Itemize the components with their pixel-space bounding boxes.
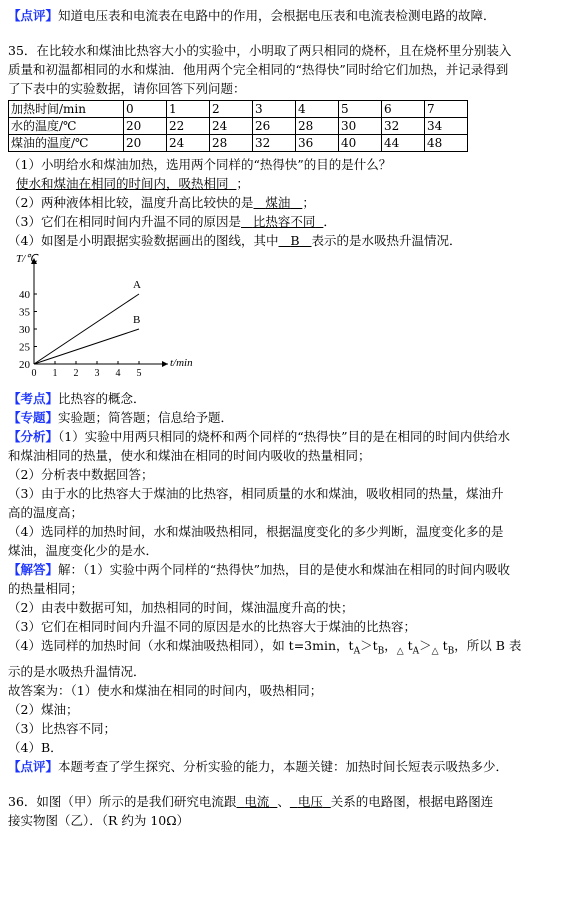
fenxi-line: 煤油，温度变化少的是水． [8, 543, 159, 558]
answer-blank: 电流 [244, 793, 270, 809]
tag-kaodian: 【考点】 [8, 391, 59, 406]
sub-question-text: ． [323, 214, 336, 229]
table-row [9, 101, 468, 118]
fenxi-line: （1）实验中用两只相同的烧杯和两个同样的“热得快”目的是在相同的时间内供给水 [58, 429, 511, 444]
x-axis-arrow [162, 361, 168, 367]
x-tick-label: 0 [31, 368, 37, 379]
table-cell: 20 [124, 135, 167, 152]
q35-stem-line: 了下表中的实验数据，请你回答下列问题： [8, 81, 246, 96]
table-cell: 28 [210, 135, 253, 152]
tag-dianping: 【点评】 [8, 758, 59, 774]
table-cell: 44 [382, 135, 425, 152]
x-tick-label: 4 [115, 368, 121, 379]
jieda-line-4: （4）选同样的加热时间（水和煤油吸热相同），如 t=3min，$t_A>t_B$，$_\triangle$ $t_A>_\triangle$ $t_B$，所以 B 表 [8, 638, 522, 657]
final-answer: （4）B． [8, 739, 63, 755]
y-tick-label: 35 [19, 306, 30, 319]
x-tick-label: 2 [73, 368, 79, 379]
question-36: 36．如图（甲）所示的是我们研究电流跟 电流 、 电压 关系的电路图，根据电路图连 接实物图（乙）．（R 约为 10Ω） [8, 792, 564, 830]
answer-blank: 使水和煤油在相同的时间内，吸热相同 [15, 176, 229, 191]
table-cell: 0 [124, 101, 167, 118]
analysis-section [8, 389, 564, 776]
tag-fenxi: 【分析】 [8, 429, 59, 444]
answer-blank: B [290, 233, 300, 248]
question-35 [8, 41, 564, 389]
table-cell: 40 [339, 135, 382, 152]
jieda-line: 示的是水吸热升温情况． [8, 663, 146, 679]
final-answer: （3）比热容不同； [8, 720, 116, 736]
y-tick-label: 30 [19, 324, 30, 336]
sub-question-3 [8, 212, 564, 231]
tag-zhuanti: 【专题】 [8, 410, 59, 425]
comment-prev [8, 6, 564, 25]
fenxi-line: 高的温度高； [8, 505, 84, 520]
tag-jieda: 【解答】 [8, 562, 59, 577]
table-cell: 3 [253, 101, 296, 118]
table-cell: 30 [339, 118, 382, 135]
answer-blank: 电压 [297, 793, 323, 809]
zhuanti-text: 实验题；简答题；信息给予题． [58, 410, 234, 425]
sub-question-4 [8, 231, 564, 250]
table-cell: 1 [167, 101, 210, 118]
q35-stem-line: 35．在比较水和煤油比热容大小的实验中，小明取了两只相同的烧杯，且在烧杯里分别装入 [8, 43, 512, 58]
jieda-line: （2）由表中数据可知，加热相同的时间，煤油温度升高的快； [8, 600, 354, 615]
comment-text: 知道电压表和电流表在电路中的作用，会根据电压表和电流表检测电路的故障． [58, 8, 496, 23]
jieda-line: 的热量相同； [8, 581, 84, 596]
sub-question-2 [8, 193, 564, 212]
data-table [8, 100, 468, 152]
sub-question-text: （2）两种液体相比较，温度升高比较快的是 [8, 195, 254, 210]
answer-1: 使水和煤油在相同的时间内，吸热相同 ； [15, 176, 249, 191]
series-line-a [34, 294, 139, 364]
fenxi-line: （3）由于水的比热容大于煤油的比热容，相同质量的水和煤油，吸收相同的热量，煤油升 [8, 486, 504, 501]
answer-blank: 煤油 [265, 195, 291, 210]
temperature-chart [8, 252, 208, 382]
table-cell: 22 [167, 118, 210, 135]
table-cell: 水的温度/℃ [9, 118, 124, 135]
table-cell: 32 [382, 118, 425, 135]
table-cell: 加热时间/min [9, 101, 124, 118]
table-cell: 20 [124, 118, 167, 135]
series-line-b [34, 329, 139, 364]
q35-stem-line: 质量和初温都相同的水和煤油．他用两个完全相同的“热得快”同时给它们加热，并记录得到 [8, 62, 509, 77]
table-cell: 34 [425, 118, 468, 135]
table-cell: 28 [296, 118, 339, 135]
x-axis-label: t/min [170, 357, 193, 369]
sub-question-text: ； [302, 195, 315, 210]
final-answer: （2）煤油； [8, 701, 79, 717]
table-cell: 24 [210, 118, 253, 135]
final-answer: 故答案为：（1）使水和煤油在相同的时间内，吸热相同； [8, 682, 323, 698]
q36-text: 36．如图（甲）所示的是我们研究电流跟 [8, 793, 237, 809]
table-cell: 24 [167, 135, 210, 152]
table-cell: 7 [425, 101, 468, 118]
table-cell: 2 [210, 101, 253, 118]
table-cell: 36 [296, 135, 339, 152]
y-axis-label: T/℃ [16, 253, 38, 265]
x-tick-label: 5 [136, 368, 142, 379]
x-tick-label: 3 [94, 368, 100, 379]
jieda-line: （3）它们在相同时间内升温不同的原因是水的比热容大于煤油的比热容； [8, 619, 416, 634]
table-row [9, 135, 468, 152]
table-cell: 32 [253, 135, 296, 152]
sub-question-text: （3）它们在相同时间内升温不同的原因是 [8, 214, 241, 229]
table-cell: 4 [296, 101, 339, 118]
table-cell: 5 [339, 101, 382, 118]
sub-question-text: （4）如图是小明跟据实验数据画出的图线，其中 [8, 233, 279, 248]
series-label-b: B [133, 314, 141, 326]
table-cell: 26 [253, 118, 296, 135]
fenxi-line: （4）选同样的加热时间，水和煤油吸热相同，根据温度变化的多少判断，温度变化多的是 [8, 524, 504, 539]
y-tick-label: 40 [19, 289, 30, 301]
y-tick-label: 25 [19, 341, 30, 354]
kaodian-text: 比热容的概念． [58, 391, 146, 406]
table-row [9, 118, 468, 135]
sub-question-1: （1）小明给水和煤油加热，选用两个同样的“热得快”的目的是什么？ [8, 157, 392, 172]
x-tick-label: 1 [52, 368, 58, 379]
document [8, 6, 564, 830]
tag-dianping: 【点评】 [8, 8, 59, 23]
fenxi-line: （2）分析表中数据回答； [8, 467, 154, 482]
series-label-a: A [133, 279, 141, 291]
y-tick-label: 20 [19, 359, 30, 371]
table-cell: 煤油的温度/℃ [9, 135, 124, 152]
q36-text: 关系的电路图，根据电路图连 [330, 793, 494, 809]
fenxi-line: 和煤油相同的热量，使水和煤油在相同的时间内吸收的热量相同； [8, 448, 371, 463]
table-cell: 48 [425, 135, 468, 152]
jieda-line: 解：（1）实验中两个同样的“热得快”加热，目的是使水和煤油在相同的时间内吸收 [58, 562, 511, 577]
sub-question-text: 表示的是水吸热升温情况． [311, 233, 462, 248]
q36-text: 接实物图（乙）．（R 约为 10Ω） [8, 812, 190, 828]
answer-blank: 比热容不同 [252, 214, 316, 229]
dianping-text: 本题考查了学生探究、分析实验的能力，本题关键：加热时间长短表示吸热多少． [58, 758, 509, 774]
table-cell: 6 [382, 101, 425, 118]
